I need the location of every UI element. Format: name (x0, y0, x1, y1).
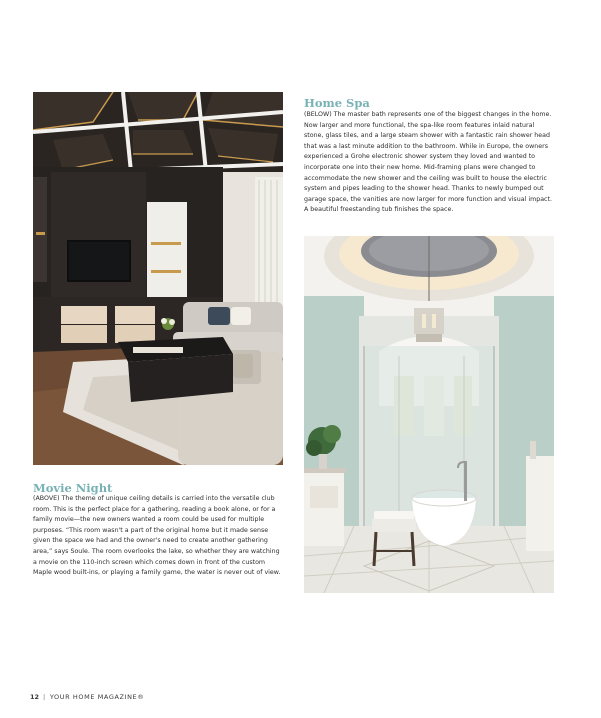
magazine-name: YOUR HOME MAGAZINE® (49, 693, 145, 701)
footer-separator: | (43, 693, 46, 701)
master-bath-illustration (304, 236, 554, 593)
movie-night-heading: Movie Night (33, 481, 113, 495)
movie-night-text: (ABOVE) The theme of unique ceiling details is carried into the versatile club room. This is the perfect place for a gathering, reading a book alone, or for a family movie—the new owners wanted a room could be used for multiple purposes. “This room wasn't a part of the original home but it made sense given the space we had and the owner's need to create another gathering area,” says Soule. The room overlooks the lake, so whether they are watching a movie on the 110-inch screen which comes down in front of the custom Maple wood built-ins, or playing a family game, the water is never out of view. (33, 495, 281, 577)
page-footer (30, 693, 144, 701)
home-spa-heading: Home Spa (304, 96, 370, 110)
master-bath-photo (304, 236, 554, 593)
club-room-illustration (33, 92, 283, 465)
home-spa-text: (BELOW) The master bath represents one of the biggest changes in the home. Now larger and more functional, the spa-like room features inlaid natural stone, glass tiles, and a large steam shower with a fantastic rain shower head that was a last minute addition to the bathroom. While in Europe, the owners experienced a Grohe electronic shower system they loved and wanted to incorporate one into their new home. Mid-framing plans were changed to accommodate the new shower and the ceiling was built to house the electric system and pipes leading to the shower head. Thanks to newly bumped out garage space, the vanities are now larger for more function and visual impact. A beautiful freestanding tub finishes the space. (304, 111, 552, 214)
club-room-photo (33, 92, 283, 465)
page-number: 12 (30, 693, 40, 701)
